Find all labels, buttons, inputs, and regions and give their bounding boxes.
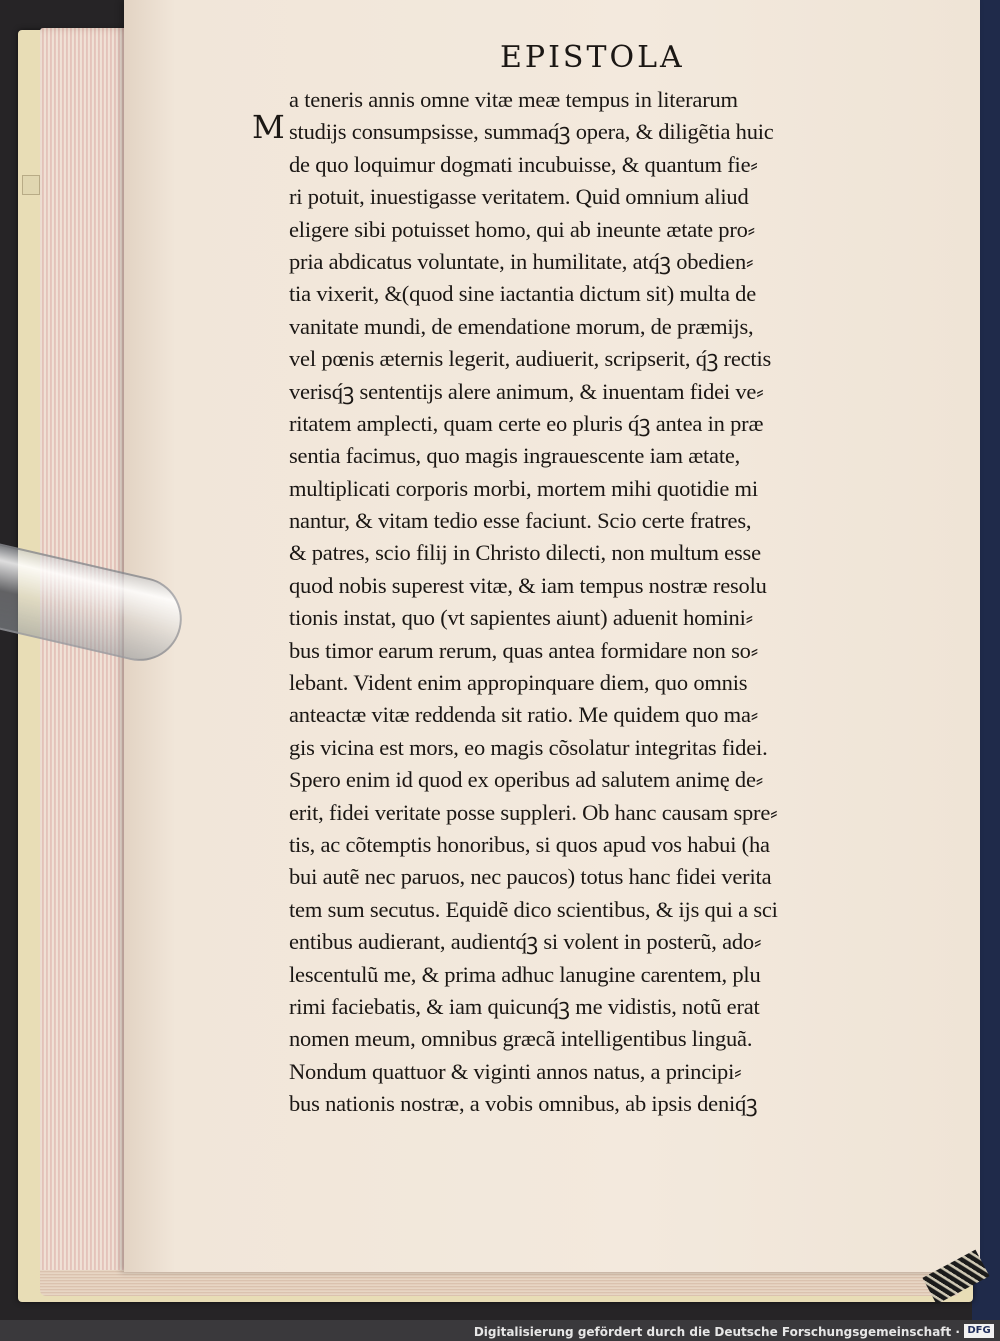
text-line: rimi faciebatis, & iam quicunq́ꝫ me vidistis, notũ erat <box>289 993 760 1019</box>
text-line: lescentulũ me, & prima adhuc lanugine carentem, plu <box>289 961 761 987</box>
paper-tab <box>22 175 40 195</box>
text-line: tionis instat, quo (vt sapientes aiunt) aduenit homini⸗ <box>289 605 753 631</box>
text-line: bui autẽ nec paruos, nec paucos) totus hanc fidei verita <box>289 864 772 890</box>
initial-letter: M <box>252 108 285 146</box>
text-line: Spero enim id quod ex operibus ad salutem animę de⸗ <box>289 767 764 793</box>
text-line: nantur, & vitam tedio esse faciunt. Scio certe fratres, <box>289 508 752 534</box>
text-line: erit, fidei veritate posse suppleri. Ob hanc causam spre⸗ <box>289 799 778 825</box>
page-edges-bottom <box>40 1270 960 1296</box>
text-line: a teneris annis omne vitæ meæ tempus in literarum <box>289 87 738 112</box>
text-line: tia vixerit, &(quod sine iactantia dictum sit) multa de <box>289 281 757 307</box>
page-edges <box>40 28 136 1290</box>
text-line: anteactæ vitæ reddenda sit ratio. Me quidem quo ma⸗ <box>289 702 759 728</box>
digitization-credit: Digitalisierung gefördert durch die Deutsche Forschungsgemeinschaft · <box>473 1325 960 1339</box>
text-line: eligere sibi potuisset homo, qui ab ineunte ætate pro⸗ <box>289 216 755 242</box>
text-line: lebant. Vident enim appropinquare diem, quo omnis <box>289 670 748 696</box>
text-line: bus timor earum rerum, quas antea formidare non so⸗ <box>289 637 759 663</box>
running-title: EPISTOLA <box>500 40 685 75</box>
text-line: ri potuit, inuestigasse veritatem. Quid omnium aliud <box>289 184 749 210</box>
text-line: pria abdicatus voluntate, in humilitate, atq́ꝫ obedien⸗ <box>289 248 754 274</box>
text-line: tis, ac cõtemptis honoribus, si quos apud vos habui (ha <box>289 831 770 857</box>
text-line: de quo loquimur dogmati incubuisse, & quantum fie⸗ <box>289 151 758 177</box>
text-line: sentia facimus, quo magis ingrauescente iam ætate, <box>289 443 741 469</box>
body-text <box>289 84 913 1121</box>
text-line: entibus audierant, audientq́ꝫ si volent in posterũ, ado⸗ <box>289 929 762 955</box>
text-line: Nondum quattuor & viginti annos natus, a principi⸗ <box>289 1058 742 1084</box>
text-line: bus nationis nostræ, a vobis omnibus, ab ipsis deniq́ꝫ <box>289 1091 758 1117</box>
text-line: tem sum secutus. Equidẽ dico scientibus, & ijs qui a sci <box>289 896 778 922</box>
text-line: verisq́ꝫ sententijs alere animum, & inuentam fidei ve⸗ <box>289 378 764 404</box>
text-line: multiplicati corporis morbi, mortem mihi quotidie mi <box>289 475 758 501</box>
dfg-logo: DFG <box>964 1324 994 1338</box>
text-line: ritatem amplecti, quam certe eo pluris q́ꝫ antea in præ <box>289 410 764 436</box>
text-line: nomen meum, omnibus græcã intelligentibus linguã. <box>289 1026 753 1052</box>
text-line: & patres, scio filij in Christo dilecti, non multum esse <box>289 540 761 566</box>
text-line: vanitate mundi, de emendatione morum, de præmijs, <box>289 313 754 339</box>
text-line: gis vicina est mors, eo magis cõsolatur integritas fidei. <box>289 734 768 760</box>
text-line: vel pœnis æternis legerit, audiuerit, scripserit, q́ꝫ rectis <box>289 346 772 372</box>
text-line: studijs consumpsisse, summaq́ꝫ opera, & diligẽtia huic <box>289 119 774 145</box>
text-line: quod nobis superest vitæ, & iam tempus nostræ resolu <box>289 572 767 598</box>
